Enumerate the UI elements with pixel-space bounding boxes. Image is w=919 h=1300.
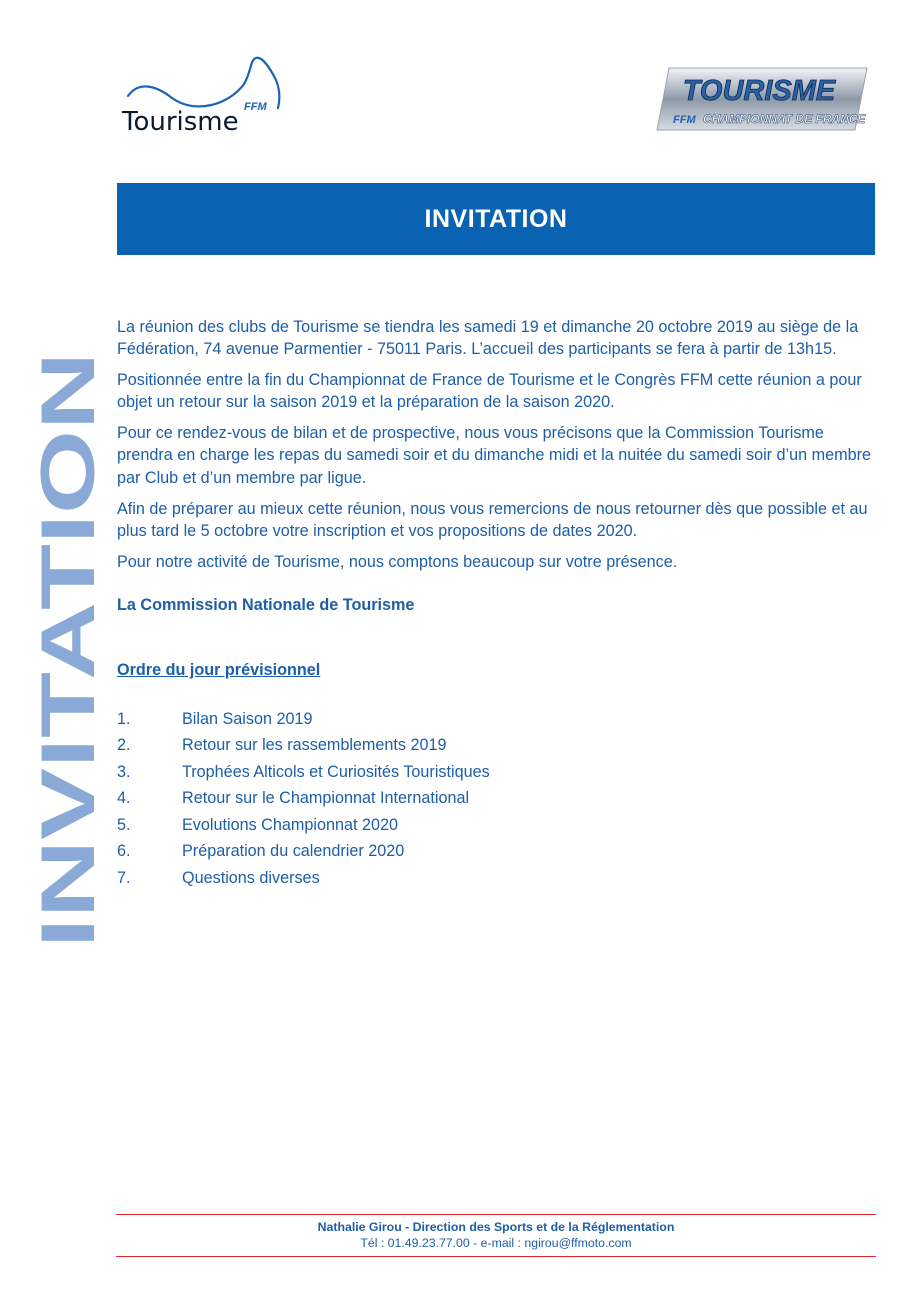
footer-divider-top xyxy=(116,1214,876,1215)
footer-divider-bottom xyxy=(116,1256,876,1257)
agenda-item-label: Evolutions Championnat 2020 xyxy=(182,815,398,834)
paragraph-registration: Afin de préparer au mieux cette réunion, nous vous remercions de nous retourner dès que possible et au plus tard le 5 octobre votre inscription et vos propositions de dates 2020. xyxy=(117,499,868,540)
agenda-item-label: Préparation du calendrier 2020 xyxy=(182,842,405,861)
agenda-item xyxy=(117,706,877,733)
agenda-item-label: Bilan Saison 2019 xyxy=(182,709,313,728)
agenda-item-number: 2. xyxy=(117,736,131,755)
agenda-item-number: 7. xyxy=(117,868,131,887)
paragraph-purpose: Positionnée entre la fin du Championnat de France de Tourisme et le Congrès FFM cette réunion a pour objet un retour sur la saison 2019 et la préparation de la saison 2020. xyxy=(117,371,862,412)
tourisme-logo xyxy=(120,52,285,137)
footer-contact-name: Nathalie Girou - Direction des Sports et de la Réglementation xyxy=(317,1220,675,1234)
signature: La Commission Nationale de Tourisme xyxy=(117,595,415,614)
agenda-item-number: 4. xyxy=(117,789,131,808)
agenda-list xyxy=(117,706,877,892)
paragraph-meeting-info: La réunion des clubs de Tourisme se tiendra les samedi 19 et dimanche 20 octobre 2019 au siège de la Fédération, 74 avenue Parmentier - 75011 Paris. L’accueil des participants se fera à partir de 13h15. xyxy=(117,318,859,359)
logo-right-badge: FFM xyxy=(673,114,696,126)
logo-right-title: TOURISME xyxy=(682,75,836,107)
agenda-item-number: 6. xyxy=(117,842,131,861)
title-banner xyxy=(117,183,875,255)
logo-left-text: Tourisme xyxy=(122,107,239,137)
footer-contact-details: Tél : 01.49.23.77.00 - e-mail : ngirou@ffmoto.com xyxy=(360,1236,632,1250)
agenda-item-label: Questions diverses xyxy=(182,868,320,887)
paragraph-closing: Pour notre activité de Tourisme, nous comptons beaucoup sur votre présence. xyxy=(117,552,678,571)
agenda-item-number: 3. xyxy=(117,762,131,781)
agenda-item xyxy=(117,759,877,786)
side-word-text: INVITATION xyxy=(26,528,111,948)
side-invitation-word xyxy=(26,350,111,950)
agenda-item-number: 5. xyxy=(117,815,131,834)
logo-left-badge: FFM xyxy=(244,101,267,113)
letter-body xyxy=(117,316,877,891)
banner-title: INVITATION xyxy=(424,204,568,233)
agenda-item-label: Trophées Alticols et Curiosités Touristiques xyxy=(182,762,490,781)
logo-right-subtitle: CHAMPIONNAT DE FRANCE xyxy=(703,112,866,126)
agenda-item xyxy=(117,838,877,865)
agenda-item-label: Retour sur le Championnat International xyxy=(182,789,470,808)
agenda-item xyxy=(117,732,877,759)
agenda-item-number: 1. xyxy=(117,709,131,728)
agenda-item xyxy=(117,785,877,812)
agenda-item xyxy=(117,865,877,892)
footer xyxy=(116,1219,876,1251)
agenda-item xyxy=(117,812,877,839)
agenda-title: Ordre du jour prévisionnel xyxy=(117,661,321,680)
championnat-logo xyxy=(655,66,870,132)
agenda-item-label: Retour sur les rassemblements 2019 xyxy=(182,736,447,755)
paragraph-hosting: Pour ce rendez-vous de bilan et de prospective, nous vous précisons que la Commission Tourisme prendra en charge les repas du samedi soir et du dimanche midi et la nuitée du samedi soir d’un membre par Club et d’un membre par ligue. xyxy=(117,424,872,487)
